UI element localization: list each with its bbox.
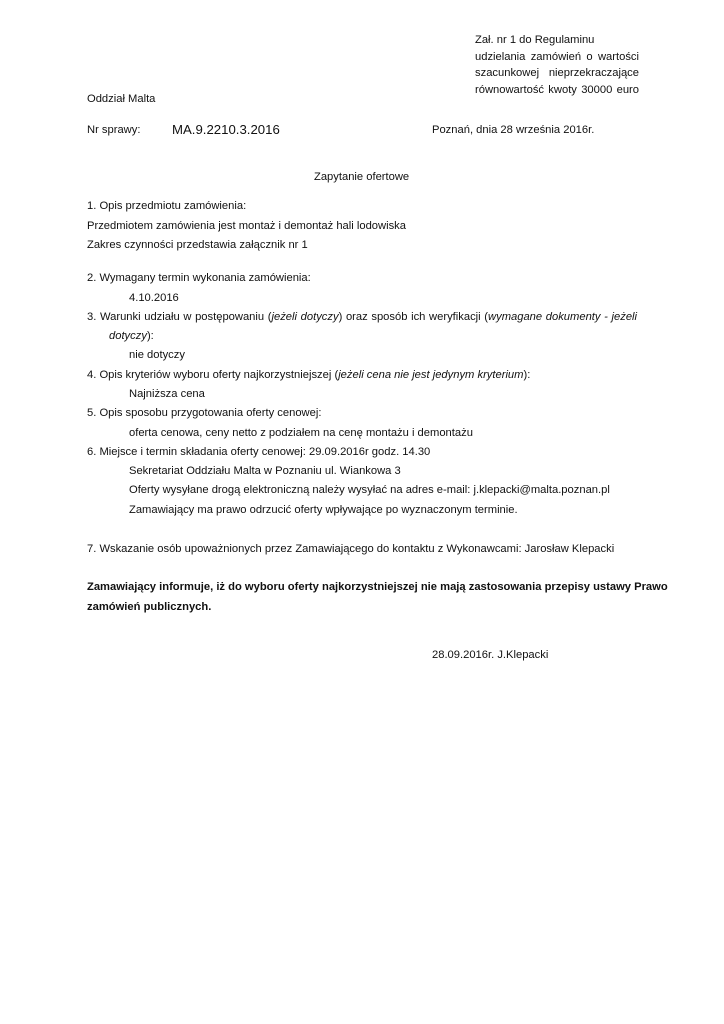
section-6-heading: 6. Miejsce i termin składania oferty cenowej: 29.09.2016r godz. 14.30	[87, 446, 431, 458]
section-7-text: 7. Wskazanie osób upoważnionych przez Zamawiającego do kontaktu z Wykonawcami: Jarosław Klepacki	[87, 543, 615, 555]
case-number-label: Nr sprawy:	[87, 124, 141, 136]
annex-note	[475, 32, 639, 98]
department-name: Oddział Malta	[87, 93, 156, 105]
section-1-line-2: Zakres czynności przedstawia załącznik nr 1	[87, 239, 308, 251]
document-title: Zapytanie ofertowe	[314, 171, 410, 183]
notice-line-1: Zamawiający informuje, iż do wyboru oferty najkorzystniejszej nie mają zastosowania przepisy ustawy Prawo	[87, 581, 668, 593]
annex-line-3: szacunkowej nieprzekraczające	[475, 67, 639, 79]
section-5-heading: 5. Opis sposobu przygotowania oferty cenowej:	[87, 407, 322, 419]
section-3-value: nie dotyczy	[129, 349, 185, 361]
section-6-line-1: Sekretariat Oddziału Malta w Poznaniu ul. Wiankowa 3	[129, 465, 401, 477]
annex-line-4: równowartość kwoty 30000 euro	[475, 83, 639, 96]
section-1-line-1: Przedmiotem zamówienia jest montaż i demontaż hali lodowiska	[87, 220, 406, 232]
section-4-heading: 4. Opis kryteriów wyboru oferty najkorzystniejszej (jeżeli cena nie jest jedynym kryterium):	[87, 369, 531, 381]
annex-line-1: Zał. nr 1 do Regulaminu	[475, 34, 595, 46]
section-5-value: oferta cenowa, ceny netto z podziałem na cenę montażu i demontażu	[129, 427, 473, 439]
section-3-heading-cont: dotyczy):	[109, 330, 154, 342]
section-2-heading: 2. Wymagany termin wykonania zamówienia:	[87, 272, 311, 284]
section-6-line-3: Zamawiający ma prawo odrzucić oferty wpływające po wyznaczonym terminie.	[129, 504, 518, 516]
section-1-heading: 1. Opis przedmiotu zamówienia:	[87, 200, 247, 212]
signature: 28.09.2016r. J.Klepacki	[432, 649, 549, 661]
section-6-line-2: Oferty wysyłane drogą elektroniczną należy wysyłać na adres e-mail: j.klepacki@malta.poznan.pl	[129, 484, 610, 496]
place-date: Poznań, dnia 28 września 2016r.	[432, 124, 595, 136]
section-2-value: 4.10.2016	[129, 292, 179, 304]
notice-line-2: zamówień publicznych.	[87, 601, 212, 613]
section-4-value: Najniższa cena	[129, 388, 205, 400]
annex-line-2: udzielania zamówień o wartości	[475, 50, 639, 63]
case-number: MA.9.2210.3.2016	[172, 122, 280, 137]
section-3-heading: 3. Warunki udziału w postępowaniu (jeżeli dotyczy) oraz sposób ich weryfikacji (wymagane dokumenty - jeżeli	[87, 311, 638, 323]
